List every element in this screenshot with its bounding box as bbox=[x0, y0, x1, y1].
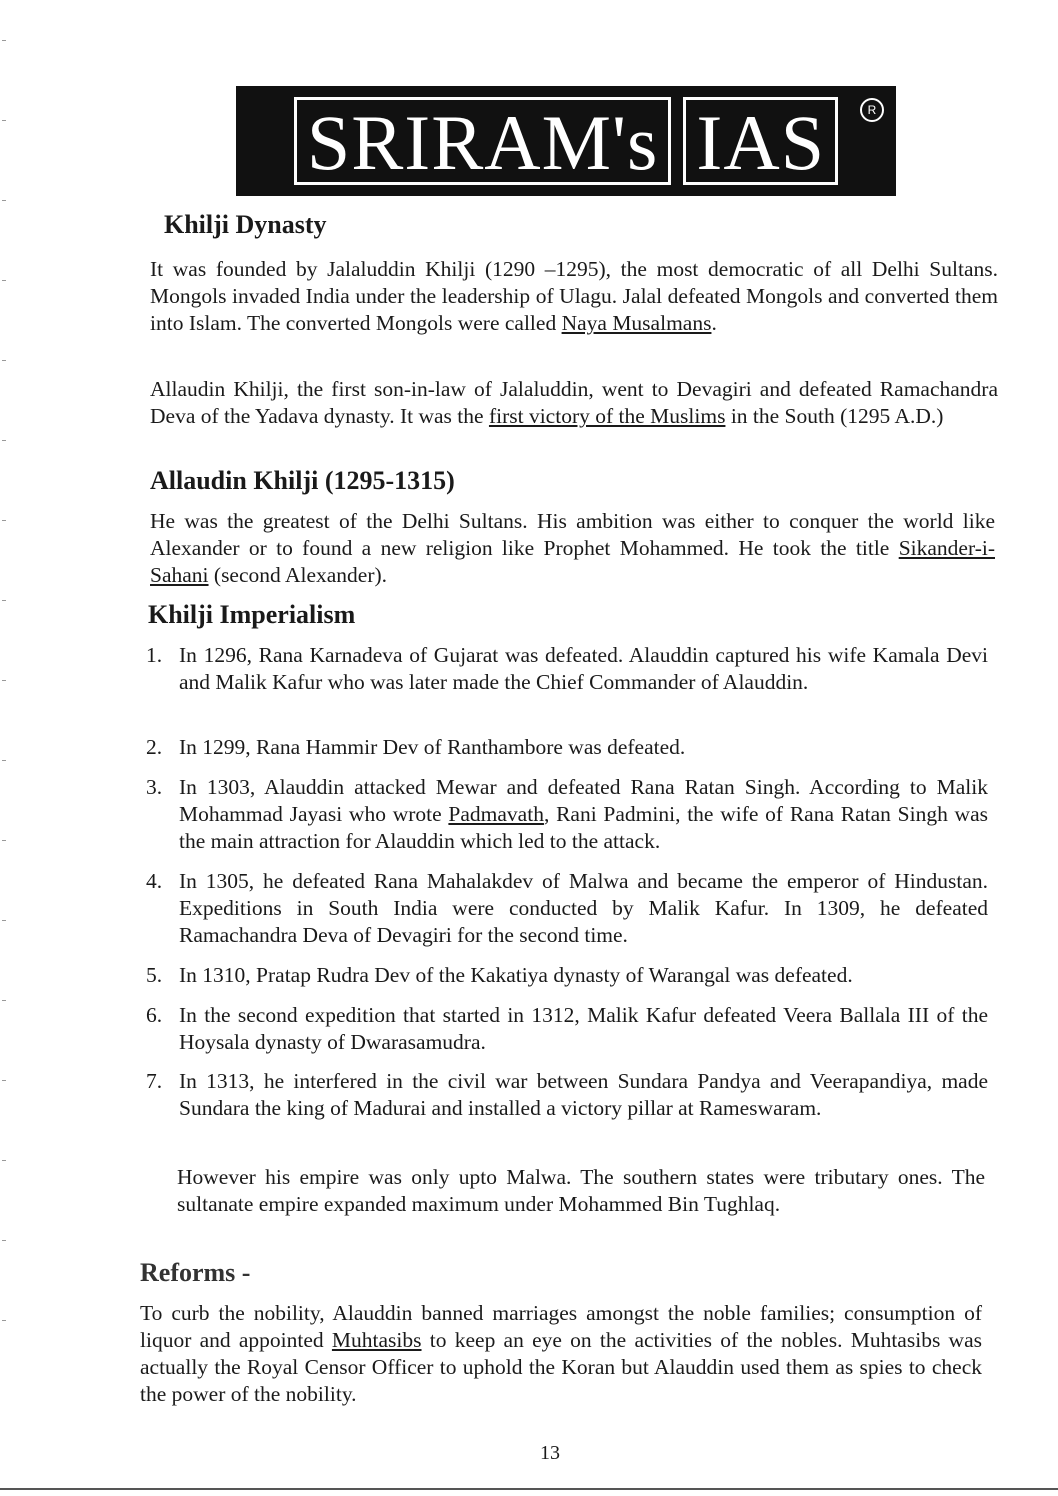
paragraph-devagiri: Allaudin Khilji, the first son-in-law of Jalaluddin, went to Devagiri and defeated Ramachandra Deva of the Yadava dynasty. It was the first victory of the Muslims in the South (1295 A.D.) bbox=[150, 377, 998, 428]
paragraph-khilji-founding: It was founded by Jalaluddin Khilji (1290 –1295), the most democratic of all Delhi Sultans. Mongols invaded India under the leadership of Ulagu. Jalal defeated Mongols and converted them into Islam. The converted Mongols were called Naya Musalmans. bbox=[150, 257, 998, 335]
list-item: 6. In the second expedition that started in 1312, Malik Kafur defeated Veera Ballala III of the Hoysala dynasty of Dwarasamudra. bbox=[146, 1003, 988, 1054]
list-item: 2. In 1299, Rana Hammir Dev of Ranthambore was defeated. bbox=[146, 735, 686, 759]
heading-khilji-imperialism: Khilji Imperialism bbox=[148, 600, 356, 629]
term-naya-musalmans: Naya Musalmans bbox=[561, 311, 712, 335]
paragraph-reforms: To curb the nobility, Alauddin banned marriages amongst the noble families; consumption of liquor and appointed Muhtasibs to keep an eye on the activities of the nobles. Muhtasibs was actually the Royal Censor Officer to uphold the Koran but Alauddin used them as spies to check the power of the nobility. bbox=[140, 1301, 982, 1406]
list-item: 7. In 1313, he interfered in the civil war between Sundara Pandya and Veerapandiya, made Sundara the king of Madurai and installed a victory pillar at Rameswaram. bbox=[146, 1069, 988, 1120]
list-item: 5. In 1310, Pratap Rudra Dev of the Kakatiya dynasty of Warangal was defeated. bbox=[146, 963, 853, 987]
term-padmavath: Padmavath bbox=[448, 802, 544, 826]
paragraph-empire-extent: However his empire was only upto Malwa. The southern states were tributary ones. The sultanate empire expanded maximum under Mohammed Bin Tughlaq. bbox=[177, 1165, 985, 1216]
logo-text-sriram: SRIRAM's bbox=[294, 97, 672, 185]
page-bottom-edge bbox=[0, 1488, 1058, 1490]
heading-allaudin-khilji: Allaudin Khilji (1295-1315) bbox=[150, 466, 455, 495]
heading-khilji-dynasty: Khilji Dynasty bbox=[164, 210, 327, 239]
page-number: 13 bbox=[540, 1442, 560, 1464]
term-muhtasibs: Muhtasibs bbox=[331, 1328, 422, 1352]
logo-text-ias: IAS bbox=[683, 97, 838, 185]
term-first-victory: first victory of the Muslims bbox=[488, 404, 726, 428]
paragraph-greatest-sultan: He was the greatest of the Delhi Sultans. His ambition was either to conquer the world like Alexander or to found a new religion like Prophet Mohammed. He took the title Sikander-i-Sahani (second Alexander). bbox=[150, 509, 995, 587]
term-sikander-i-sahani: Sikander-i-Sahani bbox=[150, 536, 995, 587]
list-item: 1. In 1296, Rana Karnadeva of Gujarat was defeated. Alauddin captured his wife Kamala Devi and Malik Kafur who was later made the Chief Commander of Alauddin. bbox=[146, 643, 988, 694]
list-item: 3. In 1303, Alauddin attacked Mewar and defeated Rana Ratan Singh. According to Malik Mohammad Jayasi who wrote Padmavath, Rani Padmini, the wife of Rana Ratan Singh was the main attraction for Alauddin which led to the attack. bbox=[146, 775, 988, 853]
heading-reforms: Reforms - bbox=[140, 1258, 251, 1287]
list-item: 4. In 1305, he defeated Rana Mahalakdev of Malwa and became the emperor of Hindustan. Expeditions in South India were conducted by Malik Kafur. In 1309, he defeated Ramachandra Deva of Devagiri for the second time. bbox=[146, 869, 988, 947]
sriram-ias-logo bbox=[236, 86, 896, 196]
registered-mark-icon: R bbox=[860, 98, 884, 122]
scan-margin-marks bbox=[2, 40, 6, 1400]
